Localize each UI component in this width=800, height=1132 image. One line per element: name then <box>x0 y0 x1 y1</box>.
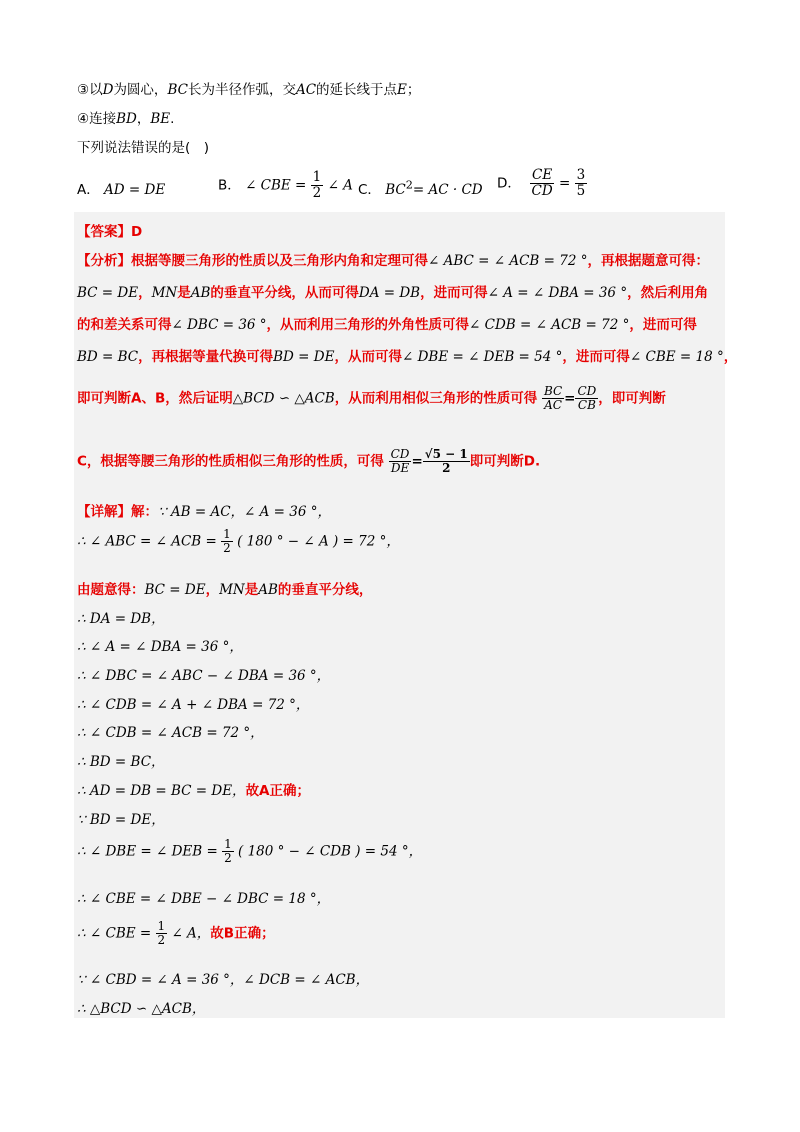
fraction: $\frac{CE}{CD}$ <box>531 167 553 199</box>
answer-label: 【答案】D <box>77 224 143 240</box>
analysis-line-4: BD = BC，再根据等量代换可得BD = DE，从而可得∠ DBE = ∠ DEB = 54 °，进而可得∠ CBE = 18 °， <box>77 349 738 365</box>
choice-c: C． $BC^2=$ AC · CD <box>358 178 483 198</box>
detail-line-8: ∴ ∠ CDB = ∠ ACB = 72 °， <box>77 725 264 741</box>
analysis-line-1: 【分析】根据等腰三角形的性质以及三角形内角和定理可得∠ ABC = ∠ ACB = 72 °，再根据题意可得： <box>77 253 709 269</box>
analysis-line-5: 即可判断A、B，然后证明△BCD ∽ △ACB，从而利用相似三角形的性质可得 $\frac{BC}{AC}$ = $\frac{CD}{CB}$ ，即可判断 <box>77 384 666 413</box>
question-prompt: 下列说法错误的是( ) <box>77 140 210 156</box>
detail-line-5: ∴ ∠ A = ∠ DBA = 36 °， <box>77 639 243 655</box>
detail-line-15: ∵ ∠ CBD = ∠ A = 36 °，∠ DCB = ∠ ACB， <box>77 972 370 988</box>
fraction: $\frac{BC}{AC}$ <box>543 384 563 413</box>
analysis-line-2: BC = DE，MN是AB的垂直平分线，从而可得DA = DB，进而可得∠ A = ∠ DBA = 36 °，然后利用角 <box>77 285 709 301</box>
detail-line-12: ∴ ∠ DBE = ∠ DEB = $\frac{1}{2}$ ( 180 ° − ∠ CDB ) = 54 °， <box>77 837 423 866</box>
detail-line-1: 【详解】解：∵ AB = AC，∠ A = 36 °， <box>77 504 331 520</box>
detail-line-4: ∴ DA = DB， <box>77 611 165 627</box>
choice-d: D． $\frac{CE}{CD}$ = $\frac{3}{5}$ <box>497 167 586 199</box>
detail-line-11: ∵ BD = DE， <box>77 812 165 828</box>
detail-line-2: ∴ ∠ ABC = ∠ ACB = $\frac{1}{2}$ ( 180 ° − ∠ A ) = 72 °， <box>77 527 400 556</box>
detail-line-3: 由题意得：BC = DE，MN是AB的垂直平分线， <box>77 582 373 598</box>
fraction: $\frac{3}{5}$ <box>576 167 586 199</box>
fraction: $\frac{1}{2}$ <box>223 527 231 556</box>
fraction: $\frac{CD}{DE}$ <box>390 447 410 476</box>
fraction: $\frac{1}{2}$ <box>224 837 232 866</box>
choice-b: B． ∠ CBE = $\frac{1}{2}$ ∠ A <box>218 169 353 201</box>
step-3-line: ③以D为圆心，BC长为半径作弧，交AC的延长线于点E； <box>77 82 421 98</box>
step-4-line: ④连接BD，BE. <box>77 111 175 127</box>
analysis-line-3: 的和差关系可得∠ DBC = 36 °，从而利用三角形的外角性质可得∠ CDB = ∠ ACB = 72 °，进而可得 <box>77 317 697 333</box>
fraction: $\frac{1}{2}$ <box>157 919 166 948</box>
fraction: $\frac{1}{2}$ <box>312 169 322 201</box>
detail-line-7: ∴ ∠ CDB = ∠ A + ∠ DBA = 72 °， <box>77 697 310 713</box>
detail-line-14: ∴ ∠ CBE = $\frac{1}{2}$ ∠ A，故B正确； <box>77 919 275 948</box>
fraction: $\frac{√5 - 1}{2}$ <box>424 447 468 476</box>
detail-line-10: ∴ AD = DB = BC = DE，故A正确； <box>77 783 311 799</box>
detail-line-9: ∴ BD = BC， <box>77 754 165 770</box>
choice-a: A． AD = DE <box>77 182 166 198</box>
detail-line-16: ∴ △BCD ∽ △ACB， <box>77 1001 206 1017</box>
analysis-line-6: C，根据等腰三角形的性质相似三角形的性质，可得 $\frac{CD}{DE}$ = $\frac{√5 - 1}{2}$ 即可判断D. <box>77 447 541 476</box>
detail-line-6: ∴ ∠ DBC = ∠ ABC − ∠ DBA = 36 °， <box>77 668 331 684</box>
fraction: $\frac{CD}{CB}$ <box>577 384 597 413</box>
detail-line-13: ∴ ∠ CBE = ∠ DBE − ∠ DBC = 18 °， <box>77 891 331 907</box>
